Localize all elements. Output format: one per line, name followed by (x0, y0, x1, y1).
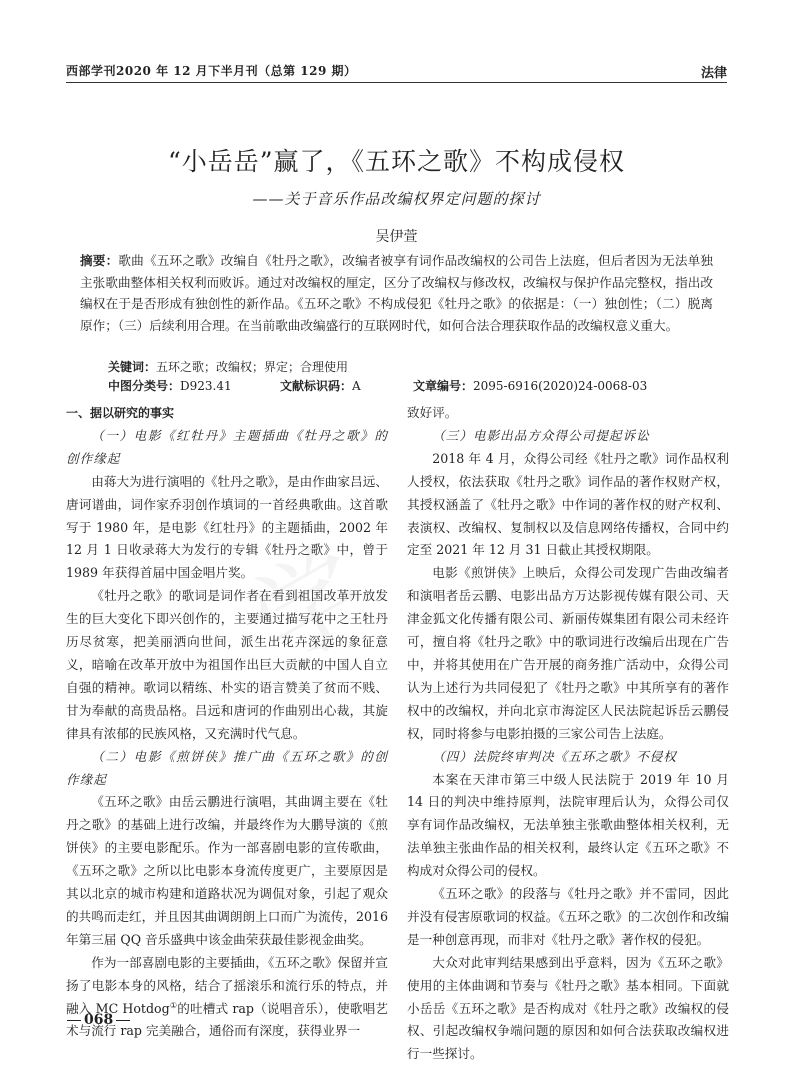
dash-icon (116, 1020, 130, 1021)
paragraph: 《五环之歌》的段落与《牡丹之歌》并不雷同，因此并没有侵害原歌词的权益。《五环之歌》的二次创作和改编是一种创意再现，而非对《牡丹之歌》著作权的侵犯。 (407, 886, 729, 947)
doc-code-label: 文献标识码： (280, 379, 353, 393)
keywords-text: 五环之歌；改编权；界定；合理使用 (156, 360, 349, 374)
left-column (66, 402, 388, 1043)
paragraph: 本案在天津市第三中级人民法院于 2019 年 10 月 14 日的判决中维持原判，法院审理后认为，众得公司仅享有词作品改编权，无法单独主张歌曲整体相关权利，无法单独主张曲作品的相关权利，最终认定《五环之歌》不构成对众得公司的侵权。 (407, 771, 729, 879)
article-title: “小岳岳”赢了，《五环之歌》不构成侵权 (167, 147, 626, 176)
dash-icon (67, 1020, 81, 1021)
paragraph-text: 作为一部喜剧电影的主要插曲，《五环之歌》保留并宣扬了电影本身的风格，结合了摇滚乐和流行乐的特点，并融入 MC Hotdog (66, 954, 388, 1016)
doc-code (280, 377, 361, 394)
paragraph: 大众对此审判结果感到出乎意料，因为《五环之歌》使用的主体曲调和节奏与《牡丹之歌》基本相同。下面就小岳岳《五环之歌》是否构成对《牡丹之歌》改编权的侵权、引起改编权争端问题的原因和如何合法获取改编权进行一些探讨。 (407, 954, 729, 1062)
journal-name: 西部学刊2020 年 12 月下半月刊（总第 129 期） (66, 64, 357, 78)
paragraph: 由蒋大为进行演唱的《牡丹之歌》，是由作曲家吕远、唐诃谱曲，词作家乔羽创作填词的一首经典歌曲。这首歌写于 1980 年，是电影《红牡丹》的主题插曲，2002 年 12 月 1 日收录蒋大为发行的专辑《牡丹之歌》中，曾于 1989 年获得首届中国金唱片奖。 (66, 473, 388, 581)
paragraph: 电影《煎饼侠》上映后，众得公司发现广告曲改编者和演唱者岳云鹏、电影出品方万达影视传媒有限公司、天津金狐文化传播有限公司、新丽传媒集团有限公司未经许可，擅自将《牡丹之歌》中的歌词进行改编后出现在广告中，并将其使用在广告开展的商务推广活动中，众得公司认为上述行为共同侵犯了《牡丹之歌》中其所享有的著作权中的改编权，并向北京市海淀区人民法院起诉岳云鹏侵权，同时将参与电影拍摄的三家公司告上法庭。 (407, 565, 729, 741)
article-number-label: 文章编号： (413, 379, 474, 393)
paragraph (66, 952, 388, 1044)
paragraph: 致好评。 (407, 405, 458, 420)
subsection-heading: （三）电影出品方众得公司提起诉讼 (432, 427, 650, 443)
doc-code-value: A (352, 379, 361, 393)
paragraph: 《牡丹之歌》的歌词是词作者在看到祖国改革开放发生的巨大变化下即兴创作的，主要通过描写花中之王牡丹历尽贫寒，把美丽洒向世间，派生出花卉深远的象征意义，暗喻在改革开放中为祖国作出巨大贡献的中国人自立自强的精神。歌词以精练、朴实的语言赞美了贫而不贱、甘为奉献的高贵品格。吕远和唐诃的作曲别出心裁，其旋律具有浓郁的民族风格，又充满时代气息。 (66, 588, 388, 741)
right-column (407, 402, 729, 1066)
section-label: 法律 (700, 66, 727, 81)
page-number-value: 068 (84, 1012, 114, 1028)
abstract (80, 250, 713, 336)
keywords-label: 关键词： (108, 360, 157, 374)
author: 吴伊萱 (375, 229, 418, 245)
abstract-label: 摘要： (80, 253, 119, 268)
article-number (413, 377, 647, 394)
subsection-heading: （二）电影《煎饼侠》推广曲《五环之歌》的创作缘起 (66, 748, 388, 787)
paragraph-text: 的吐槽式 rap（说唱音乐），使歌唱艺术与流行 rap 完美融合，通俗而有深度，获得业界一 (66, 1000, 389, 1039)
clc-code (108, 377, 232, 394)
footnote-marker[interactable]: ① (169, 1000, 178, 1010)
running-header (66, 58, 727, 82)
subsection-heading: （四）法院终审判决《五环之歌》不侵权 (432, 748, 677, 764)
header-rule (66, 82, 727, 83)
paragraph: 《五环之歌》由岳云鹏进行演唱，其曲调主要在《牡丹之歌》的基础上进行改编，并最终作为大鹏导演的《煎饼侠》的主要电影配乐。作为一部喜剧电影的宣传歌曲，《五环之歌》之所以比电影本身流传度更广，主要原因是其以北京的城市构建和道路状况为调侃对象，引起了观众的共鸣而走红，并且因其曲调朗朗上口而广为流传，2016 年第三届 QQ 音乐盛典中该金曲荣获最佳影视金曲奖。 (66, 794, 388, 947)
abstract-text: 歌曲《五环之歌》改编自《牡丹之歌》，改编者被享有词作品改编权的公司告上法庭，但后者因为无法单独主张歌曲整体相关权利而败诉。通过对改编权的厘定，区分了改编权与修改权，改编权与保护作品完整权，指出改编权在于是否形成有独创性的新作品。《五环之歌》不构成侵犯《牡丹之歌》的依据是：（一）独创性；（二）脱离原作；（三）后续利用合理。在当前歌曲改编盛行的互联网时代，如何合法合理获取作品的改编权意义重大。 (80, 253, 714, 333)
subsection-heading: （一）电影《红牡丹》主题插曲《牡丹之歌》的创作缘起 (66, 427, 388, 466)
clc-value: D923.41 (180, 379, 232, 393)
paragraph: 2018 年 4 月，众得公司经《牡丹之歌》词作品权利人授权，依法获取《牡丹之歌》词作品的著作权财产权，其授权涵盖了《牡丹之歌》中作词的著作权的财产权利、表演权、改编权、复制权以及信息网络传播权，合同中约定至 2021 年 12 月 31 日截止其授权期限。 (407, 450, 729, 558)
section-heading: 一、据以研究的事实 (66, 406, 175, 420)
keywords (108, 358, 348, 377)
article-subtitle: ——关于音乐作品改编权界定问题的探讨 (252, 190, 541, 208)
clc-label: 中图分类号： (108, 379, 181, 393)
article-number-value: 2095-6916(2020)24-0068-03 (473, 379, 648, 393)
page-number (64, 1012, 133, 1028)
